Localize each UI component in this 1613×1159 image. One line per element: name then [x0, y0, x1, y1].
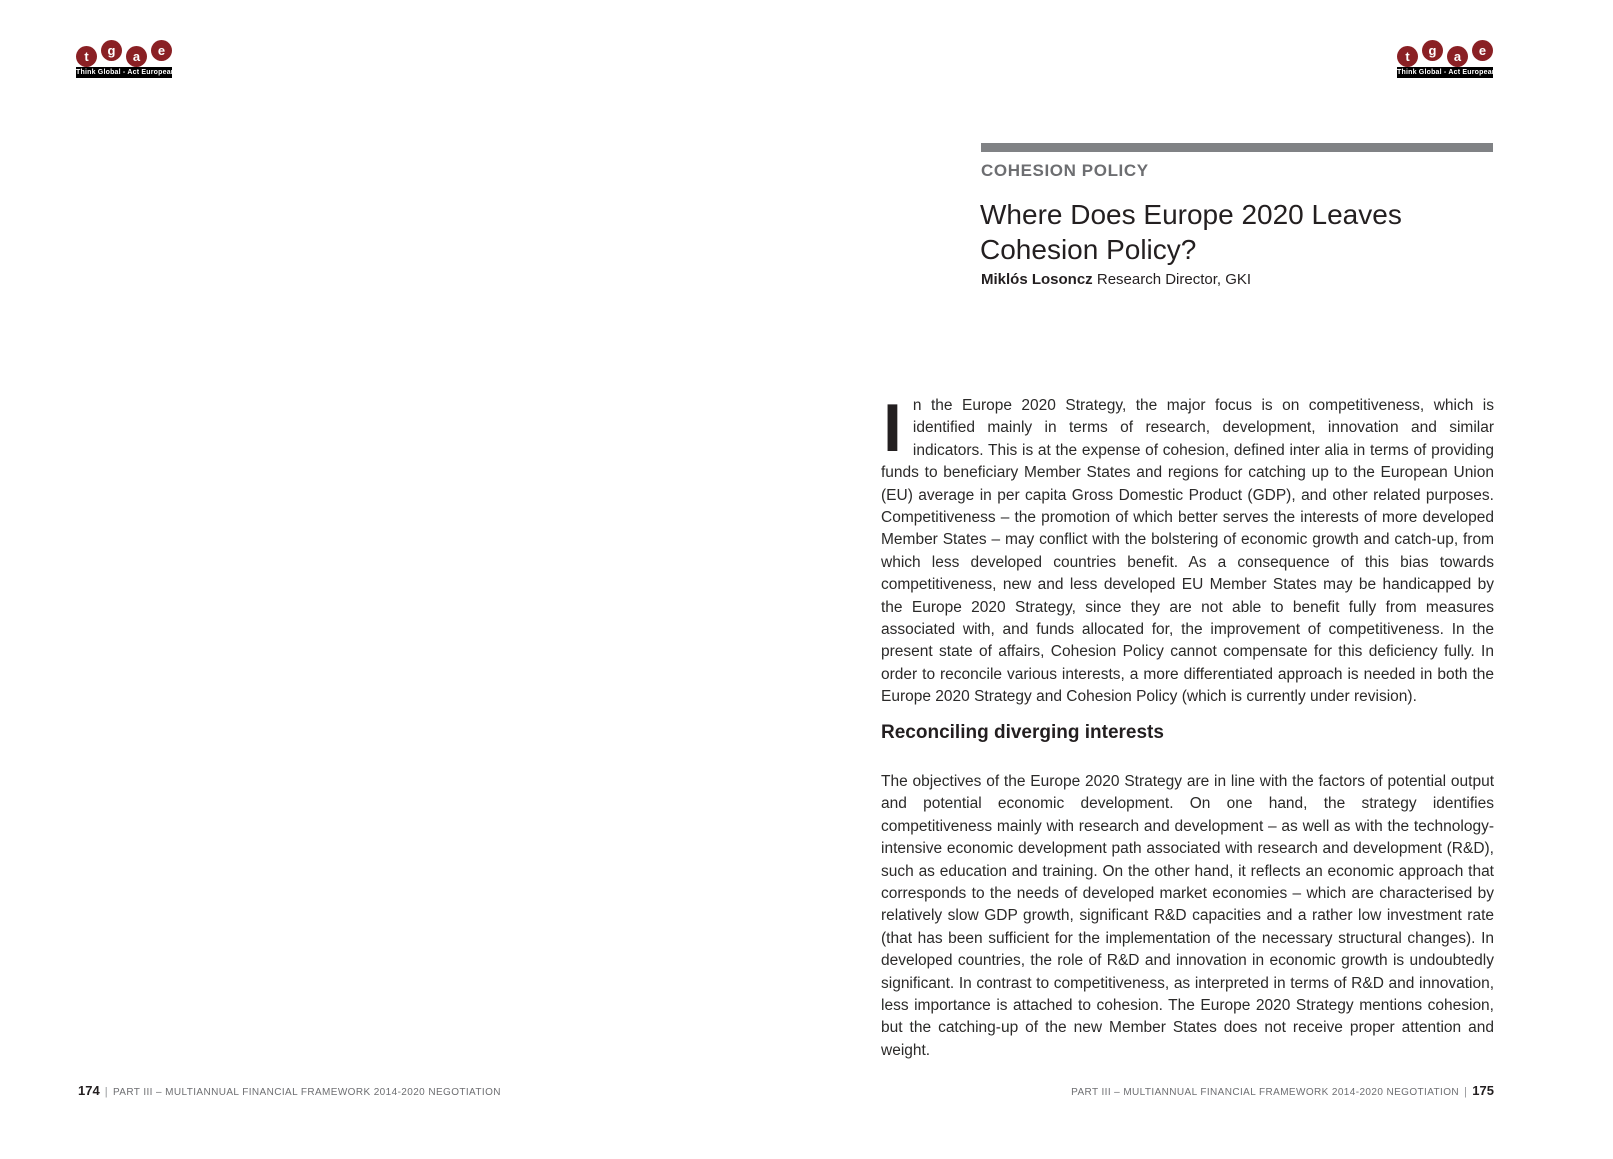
- logo-tagline: Think Global - Act European: [76, 69, 176, 76]
- logo-letter-g: g: [101, 40, 122, 61]
- dropcap: I: [883, 390, 902, 466]
- logo-letter-a: a: [126, 46, 147, 67]
- intro-paragraph-block: [881, 390, 1494, 709]
- section-rule: [981, 143, 1493, 152]
- tgae-logo-left: [76, 40, 176, 78]
- article-title-line2: Cohesion Policy?: [980, 234, 1197, 265]
- logo-circles: [1397, 40, 1493, 67]
- intro-text: n the Europe 2020 Strategy, the major focus is on competitiveness, which is identified mainly in terms of research, development, innovation and similar indicators. This is at the expense of cohesion, defined inter alia in terms of providing funds to beneficiary Member States and regions for catching up to the European Union (EU) average in per capita Gross Domestic Product (GDP), and other related purposes. Competitiveness – the promotion of which better serves the interests of more developed Member States – may conflict with the bolstering of economic growth and catch-up, from which less developed countries benefit. As a consequence of this bias towards competitiveness, new and less developed EU Member States may be handicapped by the Europe 2020 Strategy, since they are not able to benefit fully from measures associated with, and funds allocated for, the improvement of competitiveness. In the present state of affairs, Cohesion Policy cannot compensate for this deficiency fully. In order to reconcile various interests, a more differentiated approach is needed in both the Europe 2020 Strategy and Cohesion Policy (which is currently under revision).: [881, 397, 1494, 706]
- logo-letter-e: e: [1472, 40, 1493, 61]
- footer-left: [78, 1083, 501, 1098]
- author-role: Research Director, GKI: [1092, 271, 1252, 288]
- logo-letter-e: e: [151, 40, 172, 61]
- intro-paragraph: [881, 390, 1494, 709]
- footer-separator: |: [1464, 1086, 1468, 1098]
- logo-letter-a: a: [1447, 46, 1468, 67]
- article-kicker: COHESION POLICY: [981, 161, 1149, 180]
- footer-right-text: PART III – MULTIANNUAL FINANCIAL FRAMEWORK 2014-2020 NEGOTIATION: [1071, 1087, 1460, 1098]
- logo-circles: [76, 40, 172, 67]
- footer-separator: |: [104, 1086, 108, 1098]
- article-byline: [981, 271, 1251, 288]
- logo-letter-t: t: [1397, 46, 1418, 67]
- footer-right: [1071, 1083, 1494, 1098]
- page-number-left: 174: [78, 1083, 100, 1098]
- logo-letter-t: t: [76, 46, 97, 67]
- section-paragraph-block: [881, 771, 1494, 1062]
- tgae-logo-right: [1397, 40, 1497, 78]
- logo-tagline: Think Global - Act European: [1397, 69, 1497, 76]
- article-title-line1: Where Does Europe 2020 Leaves: [980, 199, 1402, 230]
- article-title: [980, 197, 1402, 267]
- footer-left-text: PART III – MULTIANNUAL FINANCIAL FRAMEWORK 2014-2020 NEGOTIATION: [112, 1087, 501, 1098]
- section-paragraph: The objectives of the Europe 2020 Strategy are in line with the factors of potential output and potential economic development. On one hand, the strategy identifies competitiveness mainly with research and development – as well as with the technology-intensive economic development path associated with research and development (R&D), such as education and training. On the other hand, it reflects an economic approach that corresponds to the needs of developed market economies – which are characterised by relatively slow GDP growth, significant R&D capacities and a rather low investment rate (that has been sufficient for the implementation of the necessary structural changes). In developed countries, the role of R&D and innovation in economic growth is undoubtedly significant. In contrast to competitiveness, as interpreted in terms of R&D and innovation, less importance is attached to cohesion. The Europe 2020 Strategy mentions cohesion, but the catching-up of the new Member States does not receive proper attention and weight.: [881, 773, 1494, 1059]
- section-heading: Reconciling diverging interests: [881, 722, 1164, 743]
- author-name: Miklós Losoncz: [981, 271, 1093, 288]
- page-number-right: 175: [1472, 1083, 1494, 1098]
- logo-letter-g: g: [1422, 40, 1443, 61]
